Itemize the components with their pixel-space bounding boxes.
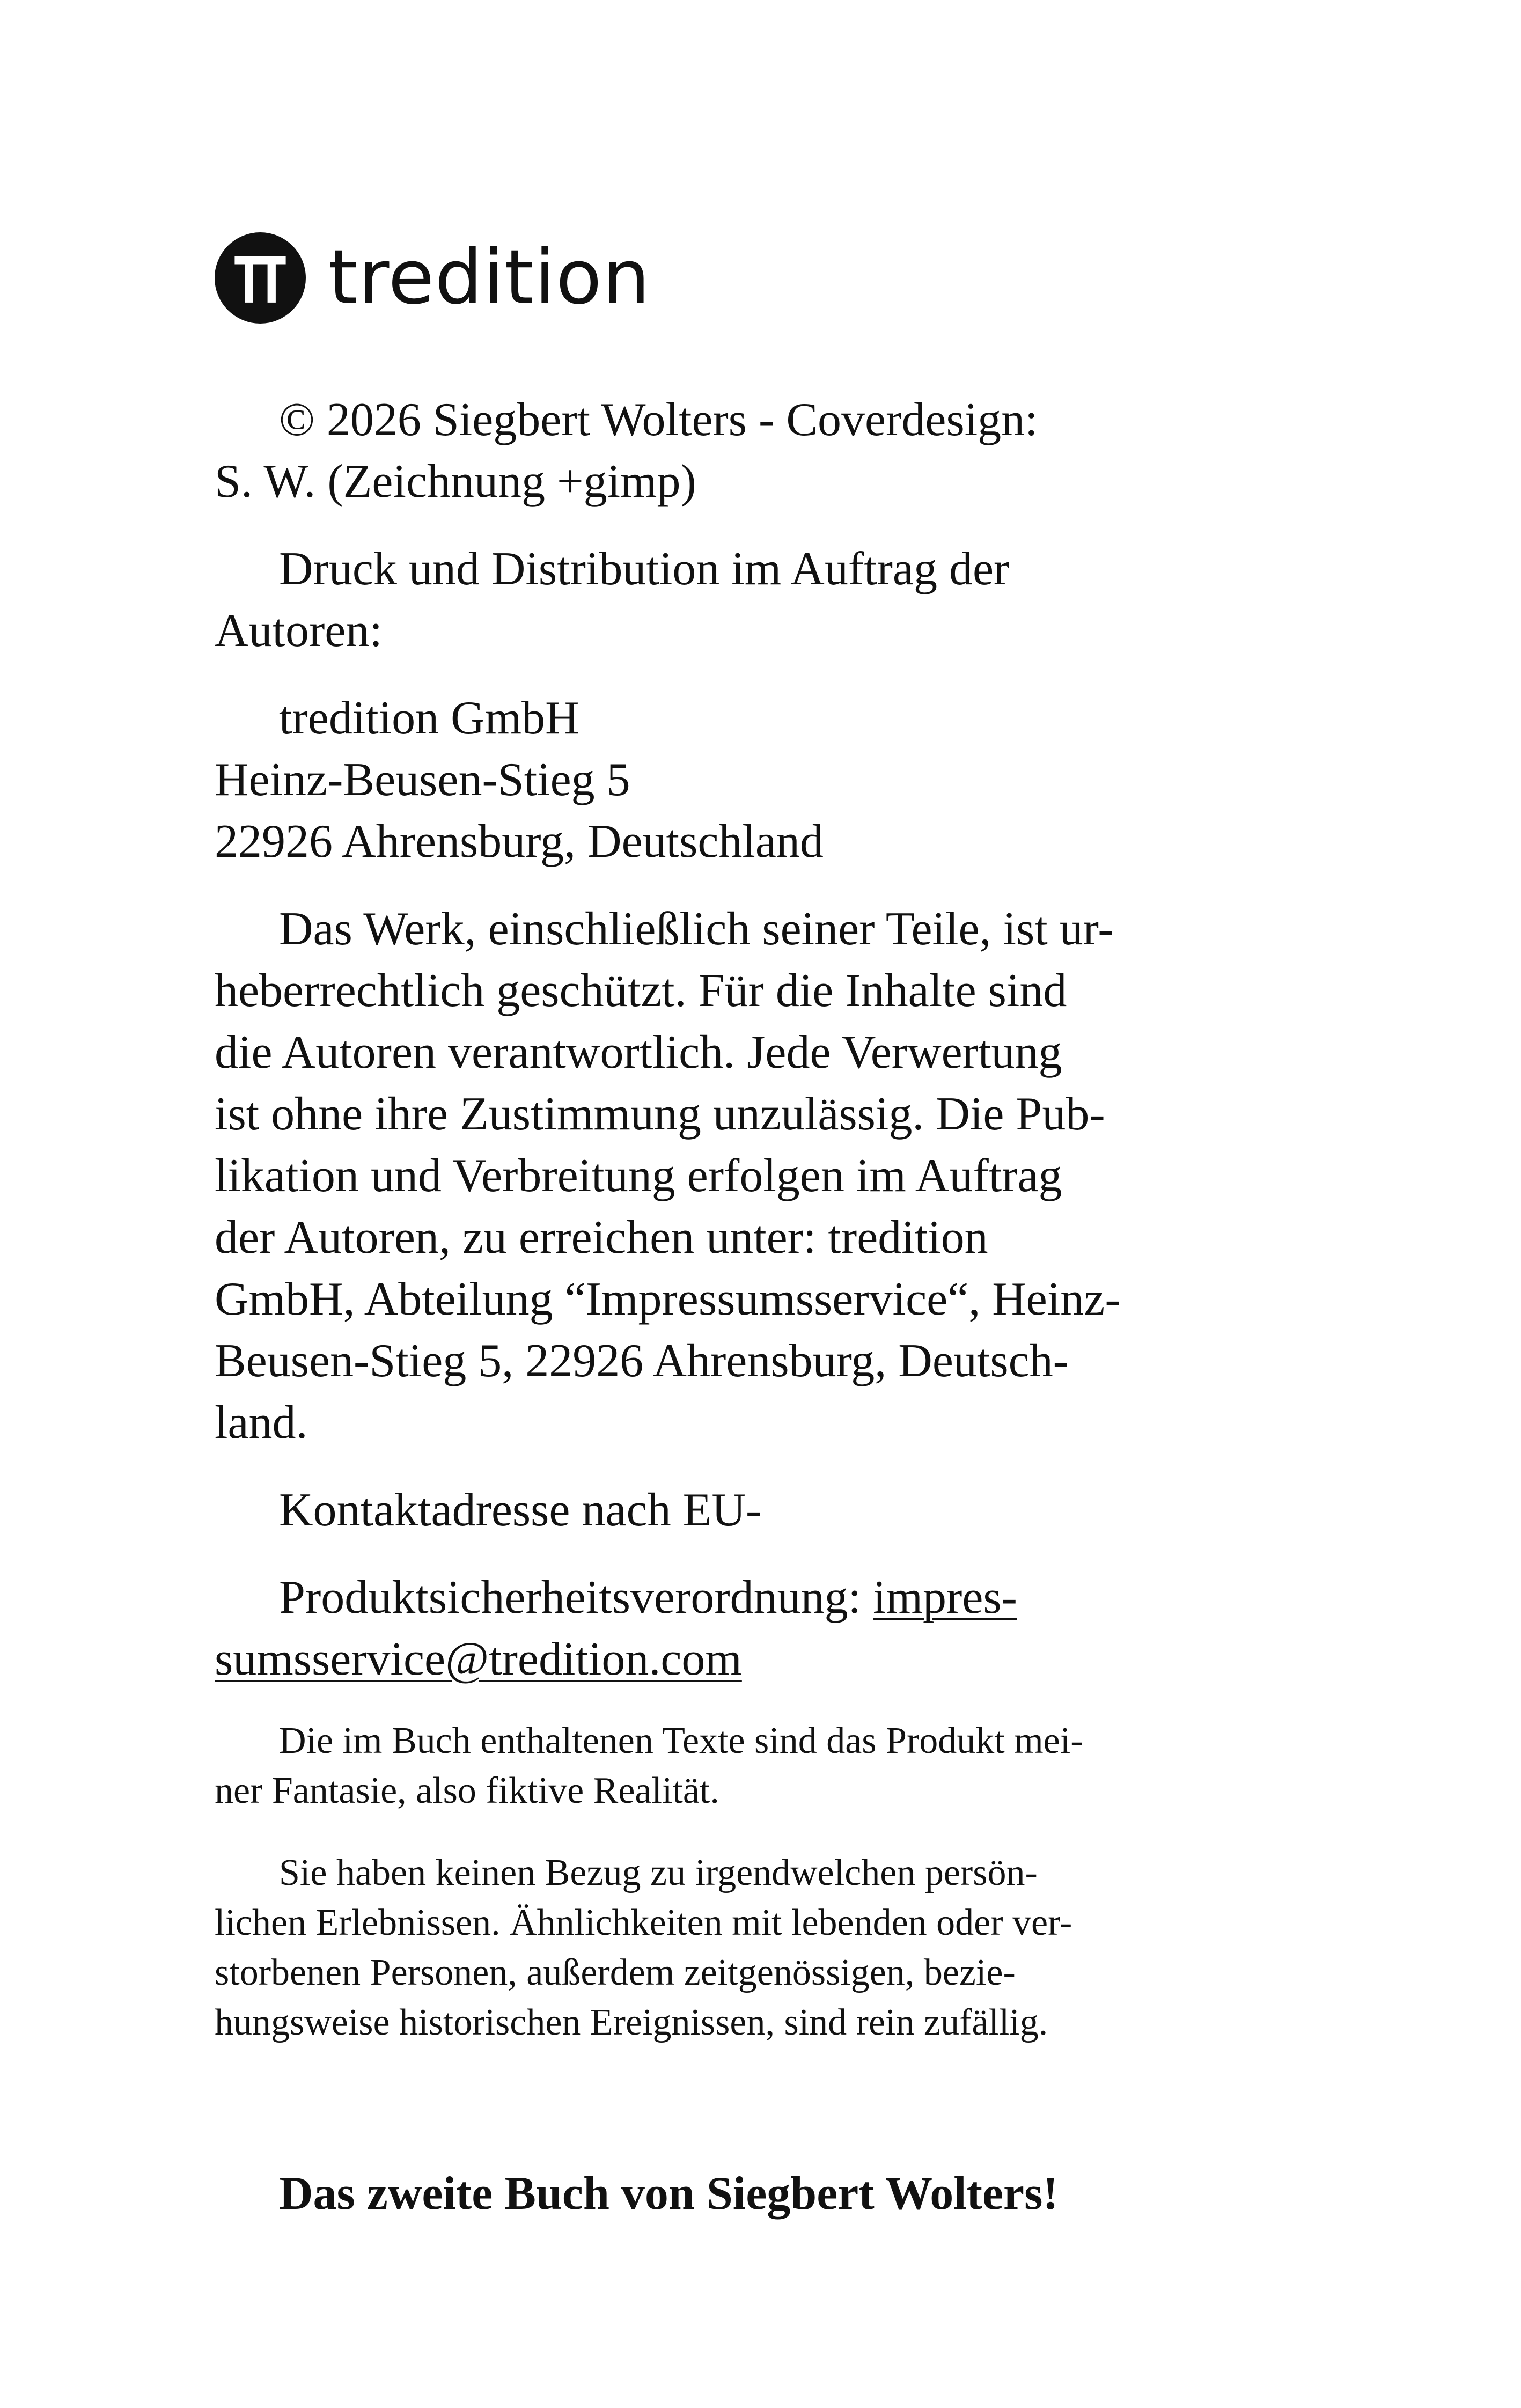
rights-line: Das Werk, einschließlich seiner Teile, ist ur-	[279, 903, 1114, 955]
rights-notice	[215, 898, 1261, 1453]
email-link-part-2[interactable]: sumsservice@tredition.com	[215, 1633, 742, 1685]
closing-statement: Das zweite Buch von Siegbert Wolters!	[279, 2168, 1059, 2220]
distribution-line-1: Druck und Distribution im Auftrag der	[279, 543, 1010, 595]
distribution-notice	[215, 538, 1261, 662]
address-city: 22926 Ahrensburg, Deutschland	[215, 816, 824, 868]
tredition-logo-icon	[215, 232, 306, 324]
disclaimer2-line-1: Sie haben keinen Bezug zu irgendwelchen persön-	[279, 1852, 1038, 1893]
copyright-line-2: S. W. (Zeichnung +gimp)	[215, 456, 696, 508]
rights-line: ist ohne ihre Zustimmung unzulässig. Die Pub-	[215, 1088, 1105, 1140]
contact-label: Kontaktadresse nach EU-	[279, 1484, 762, 1536]
email-link-part-1[interactable]: impres-	[873, 1572, 1017, 1624]
rights-line: GmbH, Abteilung “Impressumsservice“, Heinz-	[215, 1273, 1121, 1325]
tredition-logo	[215, 231, 1261, 325]
disclaimer1-line-1: Die im Buch enthaltenen Texte sind das Produkt mei-	[279, 1720, 1083, 1761]
address-street: Heinz-Beusen-Stieg 5	[215, 754, 630, 806]
publisher-address	[215, 687, 1261, 872]
copyright-notice	[215, 389, 1261, 512]
disclaimer2-line-3: storbenen Personen, außerdem zeitgenössigen, bezie-	[215, 1952, 1016, 1993]
contact-email-paragraph	[215, 1567, 1261, 1690]
fiction-disclaimer	[215, 1716, 1261, 1816]
disclaimer1-line-2: ner Fantasie, also fiktive Realität.	[215, 1770, 719, 1811]
resemblance-disclaimer	[215, 1848, 1261, 2047]
rights-line: likation und Verbreitung erfolgen im Auftrag	[215, 1150, 1062, 1202]
address-company: tredition GmbH	[279, 692, 579, 744]
distribution-line-2: Autoren:	[215, 605, 383, 657]
regulation-label: Produktsicherheitsverordnung:	[279, 1572, 873, 1624]
logo-wordmark: tredition	[328, 233, 651, 321]
rights-line: Beusen-Stieg 5, 22926 Ahrensburg, Deutsch-	[215, 1335, 1069, 1387]
rights-line: die Autoren verantwortlich. Jede Verwertung	[215, 1026, 1062, 1078]
disclaimer2-line-4: hungsweise historischen Ereignissen, sind rein zufällig.	[215, 2002, 1048, 2043]
imprint-page	[215, 231, 1261, 2272]
copyright-line-1: © 2026 Siegbert Wolters - Coverdesign:	[279, 394, 1038, 446]
rights-line: land.	[215, 1397, 308, 1449]
disclaimer2-line-2: lichen Erlebnissen. Ähnlichkeiten mit lebenden oder ver-	[215, 1902, 1072, 1943]
rights-line: heberrechtlich geschützt. Für die Inhalte sind	[215, 965, 1067, 1017]
rights-line: der Autoren, zu erreichen unter: tredition	[215, 1212, 988, 1264]
contact-line-1	[215, 1567, 1261, 1628]
contact-line-2	[215, 1628, 1261, 1690]
